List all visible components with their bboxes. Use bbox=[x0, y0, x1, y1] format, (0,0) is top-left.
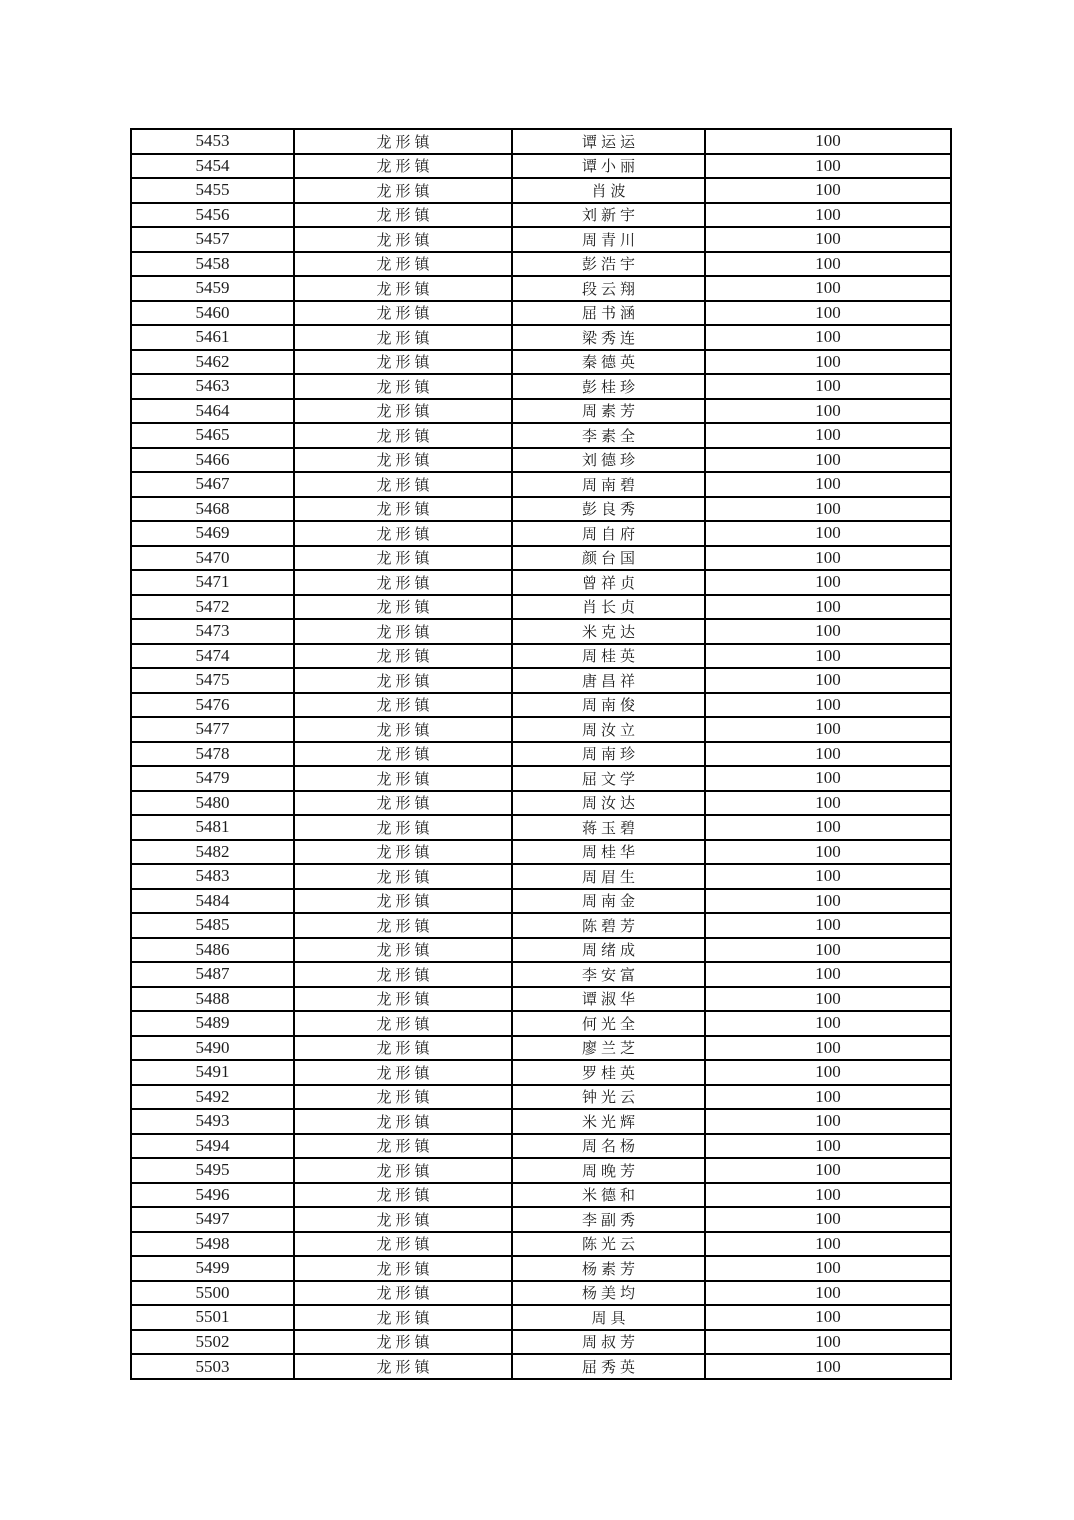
cell-value: 100 bbox=[705, 423, 951, 448]
cell-id: 5489 bbox=[131, 1011, 294, 1036]
cell-value: 100 bbox=[705, 1060, 951, 1085]
cell-value: 100 bbox=[705, 521, 951, 546]
cell-town: 龙形镇 bbox=[294, 938, 512, 963]
cell-name: 彭浩宇 bbox=[512, 252, 705, 277]
cell-name: 谭运运 bbox=[512, 129, 705, 154]
cell-id: 5474 bbox=[131, 644, 294, 669]
table-row bbox=[131, 570, 951, 595]
table-row bbox=[131, 619, 951, 644]
cell-id: 5478 bbox=[131, 742, 294, 767]
table-row bbox=[131, 1354, 951, 1379]
table-row bbox=[131, 668, 951, 693]
cell-name: 周桂华 bbox=[512, 840, 705, 865]
cell-value: 100 bbox=[705, 644, 951, 669]
cell-id: 5461 bbox=[131, 325, 294, 350]
cell-value: 100 bbox=[705, 742, 951, 767]
cell-name: 米德和 bbox=[512, 1183, 705, 1208]
cell-value: 100 bbox=[705, 938, 951, 963]
cell-name: 周青川 bbox=[512, 227, 705, 252]
cell-name: 周自府 bbox=[512, 521, 705, 546]
cell-value: 100 bbox=[705, 1256, 951, 1281]
cell-value: 100 bbox=[705, 1183, 951, 1208]
cell-value: 100 bbox=[705, 1305, 951, 1330]
cell-town: 龙形镇 bbox=[294, 154, 512, 179]
table-row bbox=[131, 154, 951, 179]
cell-town: 龙形镇 bbox=[294, 1207, 512, 1232]
cell-town: 龙形镇 bbox=[294, 717, 512, 742]
table-row bbox=[131, 791, 951, 816]
cell-id: 5497 bbox=[131, 1207, 294, 1232]
cell-value: 100 bbox=[705, 1232, 951, 1257]
table-row bbox=[131, 1158, 951, 1183]
cell-id: 5469 bbox=[131, 521, 294, 546]
cell-town: 龙形镇 bbox=[294, 987, 512, 1012]
cell-name: 廖兰芝 bbox=[512, 1036, 705, 1061]
cell-id: 5480 bbox=[131, 791, 294, 816]
cell-id: 5477 bbox=[131, 717, 294, 742]
cell-town: 龙形镇 bbox=[294, 864, 512, 889]
cell-town: 龙形镇 bbox=[294, 546, 512, 571]
cell-value: 100 bbox=[705, 227, 951, 252]
cell-town: 龙形镇 bbox=[294, 472, 512, 497]
cell-name: 周晚芳 bbox=[512, 1158, 705, 1183]
cell-id: 5491 bbox=[131, 1060, 294, 1085]
cell-value: 100 bbox=[705, 889, 951, 914]
cell-town: 龙形镇 bbox=[294, 815, 512, 840]
cell-town: 龙形镇 bbox=[294, 668, 512, 693]
cell-name: 蒋玉碧 bbox=[512, 815, 705, 840]
cell-town: 龙形镇 bbox=[294, 1109, 512, 1134]
cell-value: 100 bbox=[705, 325, 951, 350]
table-row bbox=[131, 693, 951, 718]
cell-value: 100 bbox=[705, 178, 951, 203]
cell-value: 100 bbox=[705, 203, 951, 228]
cell-id: 5464 bbox=[131, 399, 294, 424]
cell-name: 陈碧芳 bbox=[512, 913, 705, 938]
cell-id: 5486 bbox=[131, 938, 294, 963]
table-row bbox=[131, 374, 951, 399]
cell-value: 100 bbox=[705, 1158, 951, 1183]
cell-town: 龙形镇 bbox=[294, 1134, 512, 1159]
cell-id: 5481 bbox=[131, 815, 294, 840]
table-row bbox=[131, 203, 951, 228]
cell-town: 龙形镇 bbox=[294, 840, 512, 865]
cell-name: 彭良秀 bbox=[512, 497, 705, 522]
table-row bbox=[131, 766, 951, 791]
cell-id: 5460 bbox=[131, 301, 294, 326]
cell-value: 100 bbox=[705, 350, 951, 375]
table-body bbox=[131, 129, 951, 1379]
cell-value: 100 bbox=[705, 301, 951, 326]
cell-id: 5476 bbox=[131, 693, 294, 718]
table-row bbox=[131, 1134, 951, 1159]
cell-name: 周汝立 bbox=[512, 717, 705, 742]
table-row bbox=[131, 840, 951, 865]
cell-town: 龙形镇 bbox=[294, 1036, 512, 1061]
cell-town: 龙形镇 bbox=[294, 1354, 512, 1379]
cell-id: 5458 bbox=[131, 252, 294, 277]
table-row bbox=[131, 546, 951, 571]
cell-name: 颜台国 bbox=[512, 546, 705, 571]
cell-town: 龙形镇 bbox=[294, 913, 512, 938]
cell-town: 龙形镇 bbox=[294, 570, 512, 595]
cell-town: 龙形镇 bbox=[294, 178, 512, 203]
cell-name: 周汝达 bbox=[512, 791, 705, 816]
cell-name: 谭小丽 bbox=[512, 154, 705, 179]
cell-value: 100 bbox=[705, 766, 951, 791]
cell-value: 100 bbox=[705, 864, 951, 889]
cell-name: 李安富 bbox=[512, 962, 705, 987]
cell-id: 5457 bbox=[131, 227, 294, 252]
cell-value: 100 bbox=[705, 154, 951, 179]
cell-id: 5456 bbox=[131, 203, 294, 228]
table-row bbox=[131, 423, 951, 448]
cell-name: 肖波 bbox=[512, 178, 705, 203]
cell-value: 100 bbox=[705, 1134, 951, 1159]
table-row bbox=[131, 962, 951, 987]
cell-value: 100 bbox=[705, 546, 951, 571]
cell-id: 5490 bbox=[131, 1036, 294, 1061]
cell-town: 龙形镇 bbox=[294, 252, 512, 277]
table-row bbox=[131, 1011, 951, 1036]
cell-name: 段云翔 bbox=[512, 276, 705, 301]
table-row bbox=[131, 864, 951, 889]
payment-table bbox=[130, 128, 952, 1380]
cell-id: 5468 bbox=[131, 497, 294, 522]
table-row bbox=[131, 1036, 951, 1061]
cell-town: 龙形镇 bbox=[294, 1158, 512, 1183]
cell-town: 龙形镇 bbox=[294, 1305, 512, 1330]
cell-name: 秦德英 bbox=[512, 350, 705, 375]
cell-town: 龙形镇 bbox=[294, 1183, 512, 1208]
table-row bbox=[131, 938, 951, 963]
cell-town: 龙形镇 bbox=[294, 1330, 512, 1355]
table-row bbox=[131, 301, 951, 326]
cell-value: 100 bbox=[705, 791, 951, 816]
table-row bbox=[131, 1085, 951, 1110]
cell-id: 5465 bbox=[131, 423, 294, 448]
cell-town: 龙形镇 bbox=[294, 595, 512, 620]
cell-town: 龙形镇 bbox=[294, 619, 512, 644]
cell-id: 5501 bbox=[131, 1305, 294, 1330]
cell-value: 100 bbox=[705, 1036, 951, 1061]
table-row bbox=[131, 1281, 951, 1306]
cell-id: 5503 bbox=[131, 1354, 294, 1379]
cell-id: 5495 bbox=[131, 1158, 294, 1183]
cell-name: 李副秀 bbox=[512, 1207, 705, 1232]
table-row bbox=[131, 1330, 951, 1355]
table-row bbox=[131, 1207, 951, 1232]
cell-town: 龙形镇 bbox=[294, 203, 512, 228]
cell-id: 5494 bbox=[131, 1134, 294, 1159]
cell-name: 米克达 bbox=[512, 619, 705, 644]
table-row bbox=[131, 1305, 951, 1330]
cell-town: 龙形镇 bbox=[294, 374, 512, 399]
cell-value: 100 bbox=[705, 962, 951, 987]
cell-id: 5487 bbox=[131, 962, 294, 987]
cell-id: 5459 bbox=[131, 276, 294, 301]
table-row bbox=[131, 595, 951, 620]
cell-town: 龙形镇 bbox=[294, 301, 512, 326]
cell-value: 100 bbox=[705, 1207, 951, 1232]
cell-town: 龙形镇 bbox=[294, 742, 512, 767]
cell-value: 100 bbox=[705, 1330, 951, 1355]
cell-town: 龙形镇 bbox=[294, 276, 512, 301]
cell-name: 陈光云 bbox=[512, 1232, 705, 1257]
cell-value: 100 bbox=[705, 252, 951, 277]
table-row bbox=[131, 399, 951, 424]
cell-value: 100 bbox=[705, 129, 951, 154]
cell-id: 5482 bbox=[131, 840, 294, 865]
cell-name: 肖长贞 bbox=[512, 595, 705, 620]
cell-name: 彭桂珍 bbox=[512, 374, 705, 399]
cell-value: 100 bbox=[705, 1011, 951, 1036]
cell-id: 5479 bbox=[131, 766, 294, 791]
cell-name: 屈文学 bbox=[512, 766, 705, 791]
cell-value: 100 bbox=[705, 1354, 951, 1379]
cell-name: 周南金 bbox=[512, 889, 705, 914]
table-row bbox=[131, 644, 951, 669]
cell-id: 5472 bbox=[131, 595, 294, 620]
cell-id: 5454 bbox=[131, 154, 294, 179]
cell-value: 100 bbox=[705, 595, 951, 620]
cell-value: 100 bbox=[705, 276, 951, 301]
cell-value: 100 bbox=[705, 374, 951, 399]
cell-town: 龙形镇 bbox=[294, 521, 512, 546]
cell-id: 5496 bbox=[131, 1183, 294, 1208]
table-row bbox=[131, 178, 951, 203]
cell-name: 周桂英 bbox=[512, 644, 705, 669]
cell-town: 龙形镇 bbox=[294, 644, 512, 669]
cell-name: 谭淑华 bbox=[512, 987, 705, 1012]
cell-town: 龙形镇 bbox=[294, 325, 512, 350]
cell-name: 周南俊 bbox=[512, 693, 705, 718]
cell-value: 100 bbox=[705, 570, 951, 595]
cell-name: 周绪成 bbox=[512, 938, 705, 963]
cell-value: 100 bbox=[705, 717, 951, 742]
cell-id: 5455 bbox=[131, 178, 294, 203]
cell-id: 5502 bbox=[131, 1330, 294, 1355]
cell-name: 刘德珍 bbox=[512, 448, 705, 473]
cell-id: 5488 bbox=[131, 987, 294, 1012]
cell-name: 周眉生 bbox=[512, 864, 705, 889]
cell-town: 龙形镇 bbox=[294, 1281, 512, 1306]
cell-id: 5470 bbox=[131, 546, 294, 571]
table-row bbox=[131, 448, 951, 473]
cell-id: 5500 bbox=[131, 1281, 294, 1306]
cell-town: 龙形镇 bbox=[294, 497, 512, 522]
cell-name: 周叔芳 bbox=[512, 1330, 705, 1355]
cell-town: 龙形镇 bbox=[294, 227, 512, 252]
cell-name: 唐昌祥 bbox=[512, 668, 705, 693]
table-row bbox=[131, 276, 951, 301]
cell-town: 龙形镇 bbox=[294, 423, 512, 448]
cell-town: 龙形镇 bbox=[294, 448, 512, 473]
table-row bbox=[131, 521, 951, 546]
cell-town: 龙形镇 bbox=[294, 1060, 512, 1085]
cell-id: 5471 bbox=[131, 570, 294, 595]
cell-id: 5467 bbox=[131, 472, 294, 497]
table-row bbox=[131, 1256, 951, 1281]
table-row bbox=[131, 1109, 951, 1134]
cell-id: 5484 bbox=[131, 889, 294, 914]
cell-id: 5463 bbox=[131, 374, 294, 399]
cell-value: 100 bbox=[705, 668, 951, 693]
table-row bbox=[131, 472, 951, 497]
cell-id: 5498 bbox=[131, 1232, 294, 1257]
cell-value: 100 bbox=[705, 815, 951, 840]
cell-name: 屈秀英 bbox=[512, 1354, 705, 1379]
cell-value: 100 bbox=[705, 1281, 951, 1306]
cell-id: 5485 bbox=[131, 913, 294, 938]
cell-town: 龙形镇 bbox=[294, 962, 512, 987]
cell-town: 龙形镇 bbox=[294, 766, 512, 791]
cell-name: 曾祥贞 bbox=[512, 570, 705, 595]
cell-town: 龙形镇 bbox=[294, 1085, 512, 1110]
table-row bbox=[131, 1060, 951, 1085]
table-row bbox=[131, 325, 951, 350]
cell-id: 5466 bbox=[131, 448, 294, 473]
cell-value: 100 bbox=[705, 987, 951, 1012]
cell-name: 周南珍 bbox=[512, 742, 705, 767]
cell-name: 周素芳 bbox=[512, 399, 705, 424]
cell-name: 周南碧 bbox=[512, 472, 705, 497]
cell-id: 5499 bbox=[131, 1256, 294, 1281]
cell-name: 钟光云 bbox=[512, 1085, 705, 1110]
cell-id: 5453 bbox=[131, 129, 294, 154]
cell-town: 龙形镇 bbox=[294, 350, 512, 375]
cell-value: 100 bbox=[705, 913, 951, 938]
cell-id: 5493 bbox=[131, 1109, 294, 1134]
cell-value: 100 bbox=[705, 399, 951, 424]
table-row bbox=[131, 350, 951, 375]
cell-town: 龙形镇 bbox=[294, 889, 512, 914]
table-row bbox=[131, 1232, 951, 1257]
table-row bbox=[131, 913, 951, 938]
cell-value: 100 bbox=[705, 693, 951, 718]
cell-name: 梁秀连 bbox=[512, 325, 705, 350]
cell-name: 刘新宇 bbox=[512, 203, 705, 228]
cell-id: 5483 bbox=[131, 864, 294, 889]
cell-town: 龙形镇 bbox=[294, 129, 512, 154]
cell-id: 5473 bbox=[131, 619, 294, 644]
cell-town: 龙形镇 bbox=[294, 1232, 512, 1257]
cell-value: 100 bbox=[705, 472, 951, 497]
table-row bbox=[131, 987, 951, 1012]
cell-town: 龙形镇 bbox=[294, 1256, 512, 1281]
cell-value: 100 bbox=[705, 448, 951, 473]
cell-name: 杨美均 bbox=[512, 1281, 705, 1306]
cell-name: 何光全 bbox=[512, 1011, 705, 1036]
cell-value: 100 bbox=[705, 840, 951, 865]
table-row bbox=[131, 717, 951, 742]
cell-name: 罗桂英 bbox=[512, 1060, 705, 1085]
table-row bbox=[131, 1183, 951, 1208]
cell-id: 5462 bbox=[131, 350, 294, 375]
cell-id: 5475 bbox=[131, 668, 294, 693]
cell-town: 龙形镇 bbox=[294, 1011, 512, 1036]
table-row bbox=[131, 742, 951, 767]
table-row bbox=[131, 497, 951, 522]
cell-town: 龙形镇 bbox=[294, 399, 512, 424]
cell-town: 龙形镇 bbox=[294, 791, 512, 816]
cell-name: 李素全 bbox=[512, 423, 705, 448]
cell-value: 100 bbox=[705, 1109, 951, 1134]
cell-town: 龙形镇 bbox=[294, 693, 512, 718]
table-row bbox=[131, 129, 951, 154]
cell-value: 100 bbox=[705, 1085, 951, 1110]
cell-name: 米光辉 bbox=[512, 1109, 705, 1134]
table-row bbox=[131, 889, 951, 914]
cell-value: 100 bbox=[705, 497, 951, 522]
table-row bbox=[131, 252, 951, 277]
cell-name: 周具 bbox=[512, 1305, 705, 1330]
table-row bbox=[131, 815, 951, 840]
cell-name: 杨素芳 bbox=[512, 1256, 705, 1281]
cell-id: 5492 bbox=[131, 1085, 294, 1110]
cell-name: 周名杨 bbox=[512, 1134, 705, 1159]
cell-value: 100 bbox=[705, 619, 951, 644]
cell-name: 屈书涵 bbox=[512, 301, 705, 326]
table-row bbox=[131, 227, 951, 252]
